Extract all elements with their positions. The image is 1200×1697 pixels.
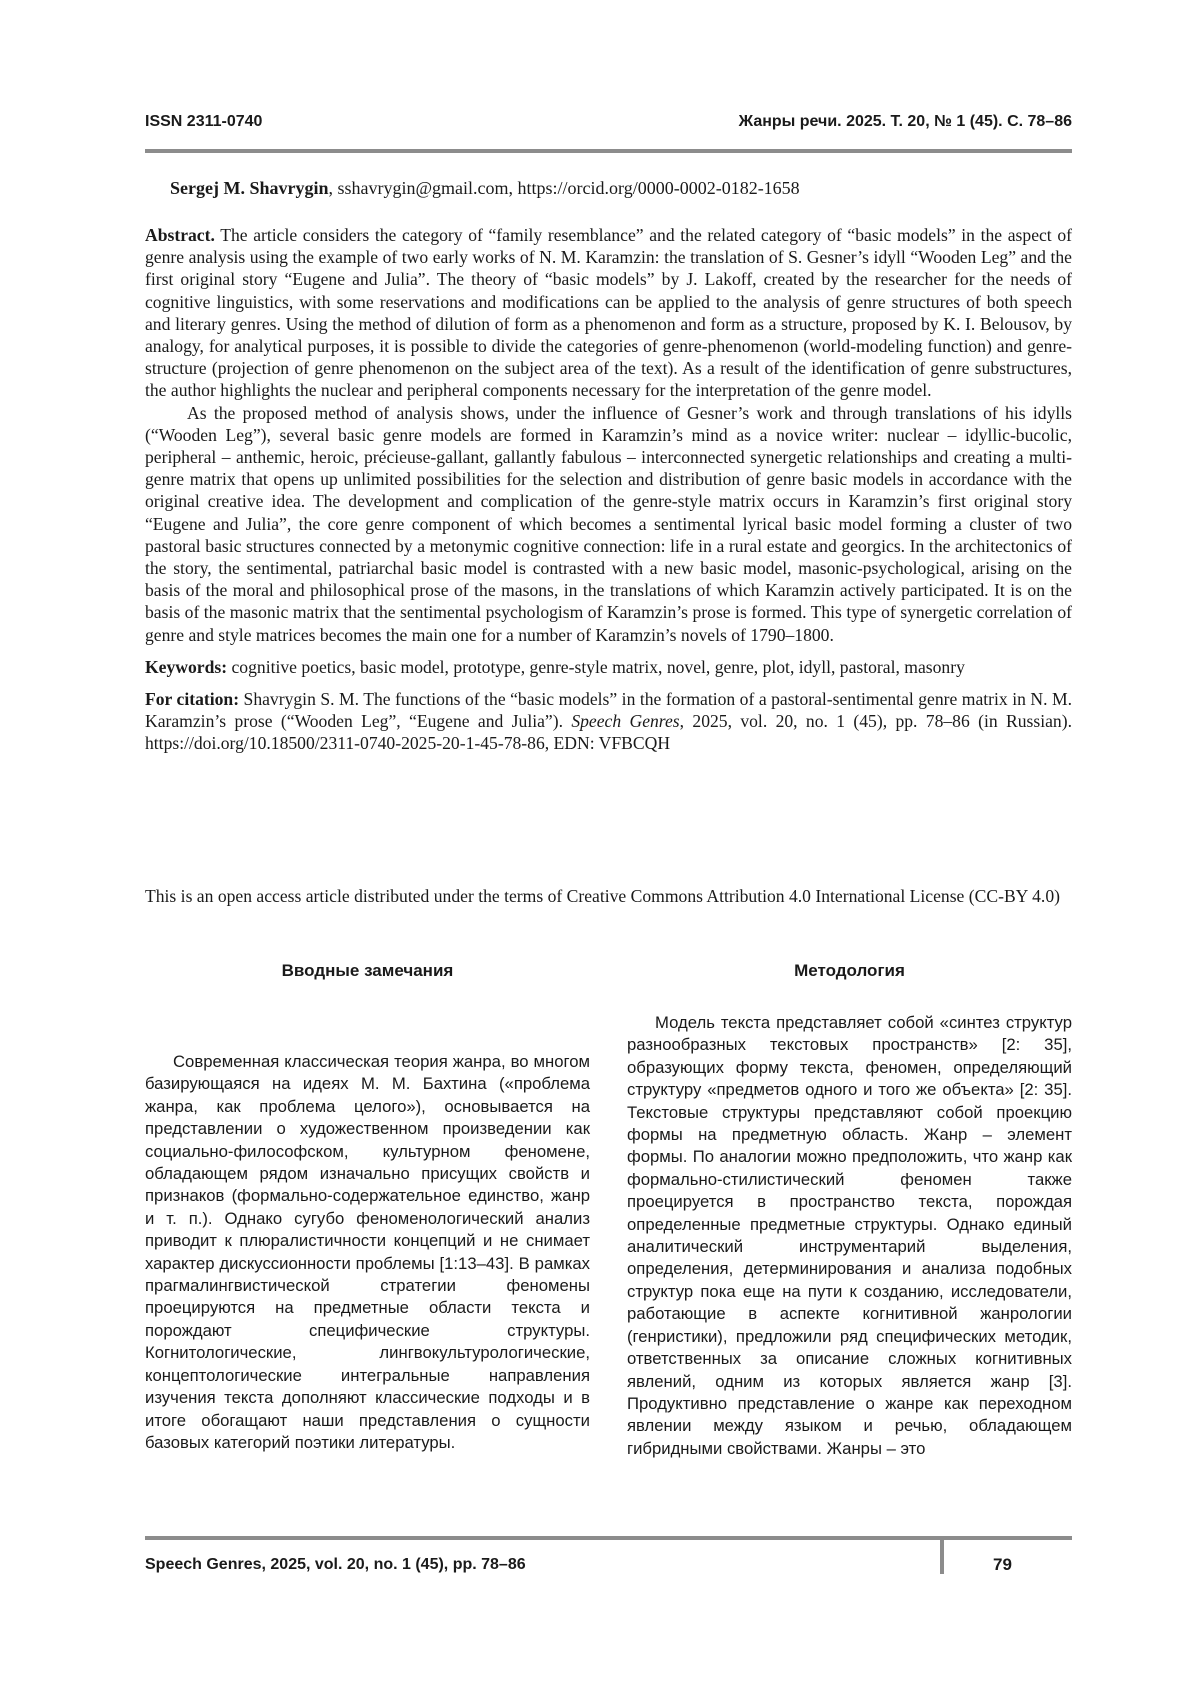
abstract-label: Abstract. <box>145 225 215 245</box>
issn: ISSN 2311-0740 <box>145 113 263 130</box>
keywords-label: Keywords: <box>145 656 228 677</box>
column-right <box>627 960 1072 1460</box>
column-left <box>145 960 590 1454</box>
citation-label: For citation: <box>145 689 240 710</box>
author-contacts: , sshavrygin@gmail.com, https://orcid.org/0000-0002-0182-1658 <box>328 178 800 198</box>
section-heading-methodology: Методология <box>794 961 905 980</box>
citation-details: , 2025, vol. 20, no. 1 (45), pp. 78–86 (in Russian). https://doi.org/10.18500/2311-0740-2025-20-1-45-78-86, EDN: VFBCQH <box>145 711 1072 754</box>
footer-divider <box>940 1536 944 1574</box>
citation-journal: Speech Genres <box>571 711 680 732</box>
keywords <box>145 656 1072 678</box>
section-text-intro: Современная классическая теория жанра, во многом базирующаяся на идеях М. М. Бахтина («проблема жанра, как проблема целого»), основывается на представлении о художественном произведении как социально-философском, культурном феномене, обладающем рядом изначально присущих свойств и признаков (формально-содержательное единство, жанр и т. п.). Однако сугубо феноменологический анализ приводит к плюралистичности концепций и не снимает характер дискуссионности проблемы [1:13–43]. В рамках прагмалингвистической стратегии феномены проецируются на предметные области текста и порождают специфические структуры. Когнитологические, лингвокультурологические, концептологические интегральные направления изучения текста дополняют классические подходы и в итоге обогащают наши представления о сущности базовых категорий поэтики литературы. <box>145 1052 590 1452</box>
citation <box>145 688 1072 755</box>
footer-journal: Speech Genres, 2025, vol. 20, no. 1 (45), pp. 78–86 <box>145 1556 526 1573</box>
abstract-paragraph-1 <box>145 224 1072 402</box>
running-head <box>145 113 1072 135</box>
keywords-text: cognitive poetics, basic model, prototype, genre-style matrix, novel, genre, plot, idyll, pastoral, masonry <box>227 656 965 677</box>
abstract-paragraph-2: As the proposed method of analysis shows, under the influence of Gesner’s work and through translations of his idylls (“Wooden Leg”), several basic genre models are formed in Karamzin’s mind as a novice writer: nuclear – idyllic-bucolic, peripheral – anthemic, heroic, précieuse-gallant, gallantly fabulous – interconnected synergetic relationships and creating a multi-genre matrix that opens up unlimited possibilities for the selection and distribution of genre basic models in accordance with the original creative idea. The development and complication of the genre-style matrix occurs in Karamzin’s first original story “Eugene and Julia”, the core genre component of which becomes a sentimental lyrical basic model forming a cluster of two pastoral basic structures connected by a metonymic cognitive connection: life in a rural estate and georgics. In the architectonics of the story, the sentimental, patriarchal basic model is contrasted with a new basic model, masonic-psychological, arising on the basis of the moral and philosophical prose of the masons, in the translations of which Karamzin actively participated. It is on the basis of the masonic matrix that the sentimental psychologism of Karamzin’s prose is formed. This type of synergetic correlation of genre and style matrices becomes the main one for a number of Karamzin’s novels of 1790–1800. <box>145 402 1072 645</box>
journal-page <box>145 0 1072 1697</box>
section-text-methodology: Модель текста представляет собой «синтез структур разнообразных текстовых пространств» [2: 35], образующих форму текста, феномен, определяющий структуру «предметов одного и того же объекта» [2: 35]. Текстовые структуры представляют собой проекцию формы на предметную область. Жанр – элемент формы. По аналогии можно предположить, что жанр как формально-стилистический феномен также проецируется в пространство текста, порождая определенные предметные структуры. Однако единый аналитический инструментарий выделения, определения, детерминирования и анализа подобных структур пока еще на пути к созданию, исследователи, работающие в аспекте когнитивной жанрологии (генристики), предложили ряд специфических методик, ответственных за описание сложных когнитивных явлений, одним из которых является жанр [3]. Продуктивно представление о жанре как переходном явлении между языком и речью, обладающем гибридными свойствами. Жанры – это <box>627 1013 1072 1458</box>
author-name: Sergej M. Shavrygin <box>170 178 329 198</box>
journal-reference: Жанры речи. 2025. Т. 20, № 1 (45). С. 78–86 <box>738 113 1072 130</box>
citation-text: Shavrygin S. M. The functions of the “basic models” in the formation of a pastoral-sentimental genre matrix in N. M. Karamzin’s prose (“Wooden Leg”, “Eugene and Julia”). <box>145 689 1072 732</box>
section-heading-intro: Вводные замечания <box>281 961 454 980</box>
footer-rule <box>145 1536 1072 1540</box>
author-line <box>170 176 1070 200</box>
license-note: This is an open access article distributed under the terms of Creative Commons Attribution 4.0 International License (CC-BY 4.0) <box>145 886 1060 906</box>
page-number: 79 <box>993 1555 1012 1574</box>
abstract <box>145 224 1072 755</box>
abstract-text-1: The article considers the category of “family resemblance” and the related category of “basic models” in the aspect of genre analysis using the example of two early works of N. M. Karamzin: the translation of S. Gesner’s idyll “Wooden Leg” and the first original story “Eugene and Julia”. The theory of “basic models” by J. Lakoff, created by the researcher for the needs of cognitive linguistics, with some reservations and modifications can be applied to the analysis of genre structures of both speech and literary genres. Using the method of dilution of form as a phenomenon and form as a structure, proposed by K. I. Belousov, by analogy, for analytical purposes, it is possible to divide the categories of genre-phenomenon (world-modeling function) and genre-structure (projection of genre phenomenon on the subject area of the text). As a result of the identification of genre substructures, the author highlights the nuclear and peripheral components necessary for the interpretation of the genre model. <box>145 225 1072 401</box>
header-rule <box>145 149 1072 153</box>
